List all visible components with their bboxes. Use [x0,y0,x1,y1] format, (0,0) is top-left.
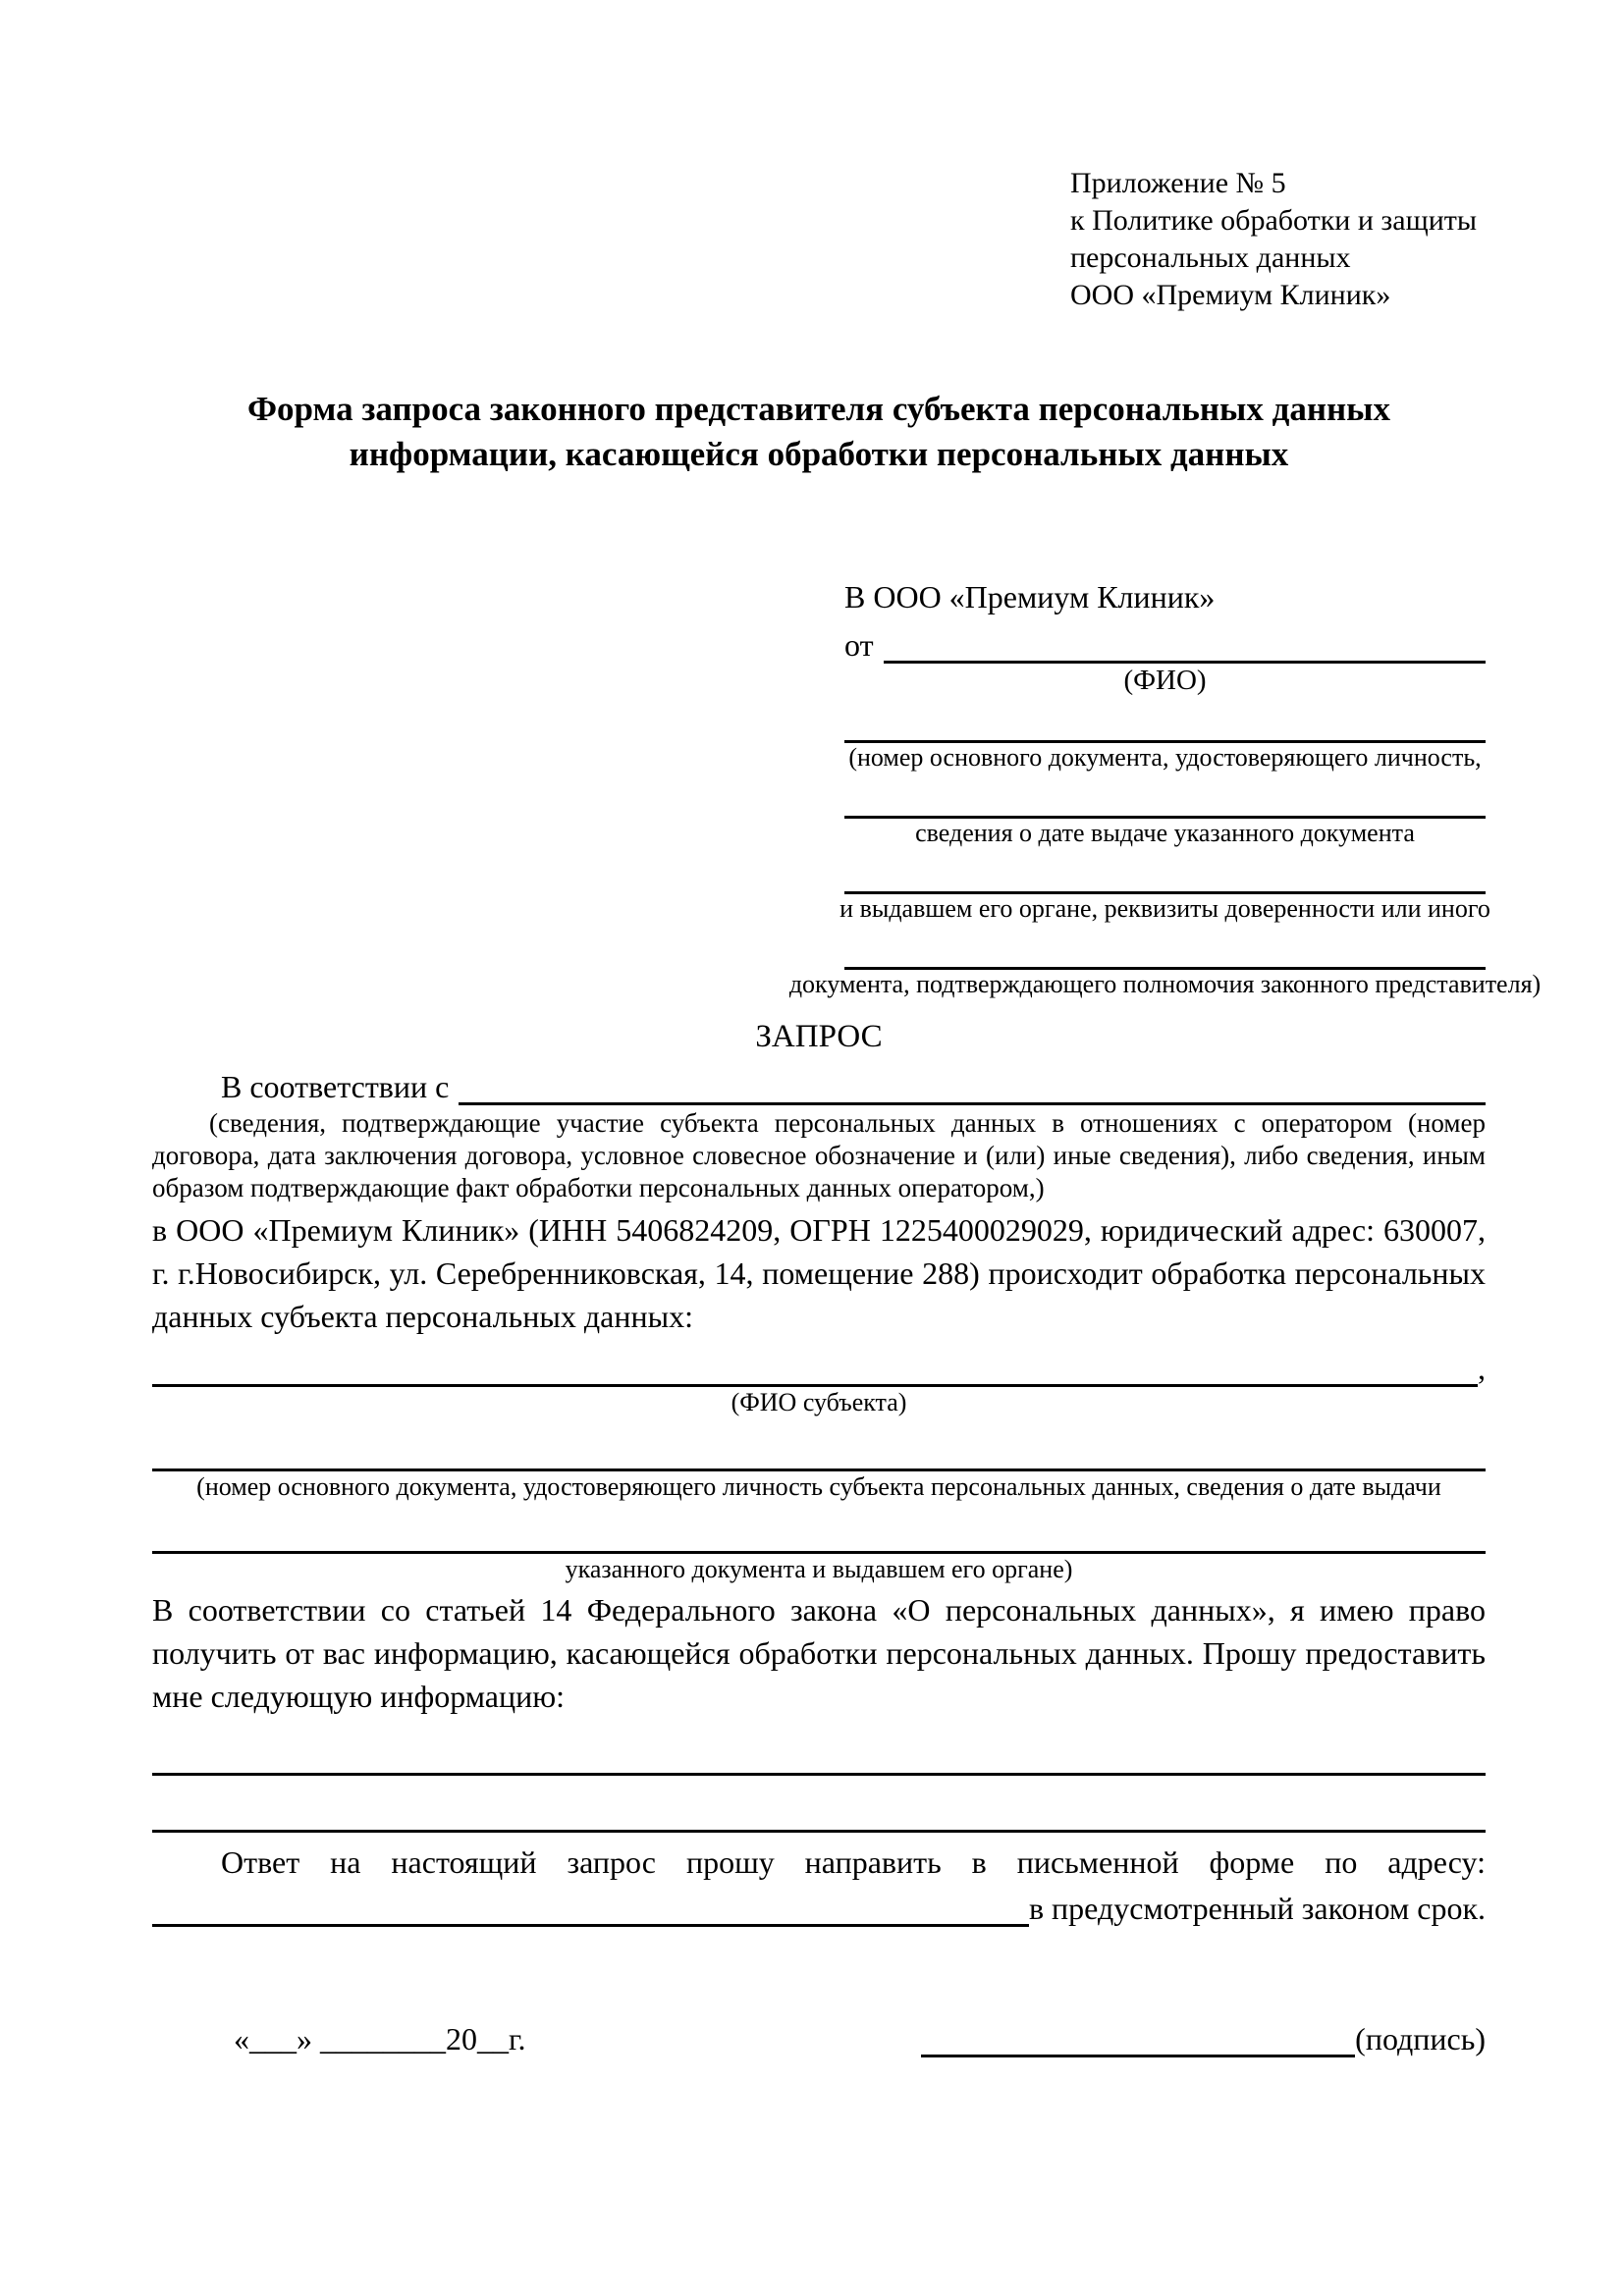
law-paragraph: В соответствии со статьей 14 Федерального закона «О персональных данных», я имею право получить от вас информацию, касающейся обработки персональных данных. Прошу предоставить мне следующую информацию: [152,1592,1486,1714]
fio-caption: (ФИО) [1123,665,1207,696]
representative-doc-field [844,773,1486,848]
annex-note [1070,165,1486,314]
title-line-1: Форма запроса законного представителя субъекта персональных данных [247,390,1390,428]
answer-address-row [152,1884,1486,1927]
representative-doc-caption: сведения о дате выдаче указанного документа [915,819,1415,847]
subject-doc-caption-1: (номер основного документа, удостоверяющего личность субъекта персональных данных, сведения о дате выдачи [196,1472,1441,1501]
answer-tail: в предусмотренный законом срок. [1028,1891,1486,1926]
representative-doc-caption: документа, подтверждающего полномочия законного представителя) [788,970,1542,998]
addressee-block [788,575,1542,999]
request-heading: ЗАПРОС [755,1019,883,1054]
intro-row [152,1058,1486,1105]
representative-doc-blank-line [844,848,1486,894]
address-blank-line [152,1924,1029,1927]
intro-label: В соответствии с [221,1069,450,1104]
operator-paragraph: в ООО «Премиум Клиник» (ИНН 5406824209, ОГРН 1225400029029, юридический адрес: 630007, г. г.Новосибирск, ул. Серебренниковская, 14, помещение 288) происходит обработка персональных данных субъекта персональных данных: [152,1212,1486,1334]
representative-doc-field [839,848,1490,924]
representative-doc-field [788,924,1542,999]
representative-doc-blank-line [844,773,1486,819]
representative-doc-blank-line [844,697,1486,743]
signature-blank-line [921,2055,1355,2057]
info-blank-line-2 [152,1776,1486,1833]
annex-note-line: к Политике обработки и защиты [1070,204,1478,237]
from-label: от [844,627,874,663]
annex-note-line: ООО «Премиум Клиник» [1070,279,1391,311]
trailing-comma: , [1478,1351,1486,1386]
addressee-to: В ООО «Премиум Клиник» [844,579,1216,614]
signature-row [152,2021,1486,2057]
representative-doc-blank-line [844,924,1486,970]
document-title [152,387,1486,477]
representative-doc-caption: (номер основного документа, удостоверяющего личность, [848,743,1482,772]
annex-note-line: персональных данных [1070,241,1351,274]
title-line-2: информации, касающейся обработки персональных данных [349,435,1289,473]
info-blank-line-1 [152,1722,1486,1776]
annex-note-line: Приложение № 5 [1070,167,1286,199]
from-row [844,618,1486,664]
subject-fio-row [152,1344,1486,1387]
signature-sign-group [921,2021,1486,2057]
intro-caption: (сведения, подтверждающие участие субъекта персональных данных в отношениях с оператором (номер договора, дата заключения договора, условное словесное обозначение и (или) иные сведения), либо сведения, иным образом подтверждающие факт обработки персональных данных оператором,) [152,1108,1486,1202]
answer-paragraph: Ответ на настоящий запрос прошу направить в письменной форме по адресу: [221,1844,1486,1880]
subject-doc-blank-line-1 [152,1423,1486,1471]
intro-blank-line [459,1102,1486,1105]
subject-fio-caption: (ФИО субъекта) [731,1388,907,1416]
signature-caption: (подпись) [1355,2021,1486,2056]
representative-doc-caption: и выдавшем его органе, реквизиты доверенности или иного [839,894,1490,923]
representative-doc-field [844,697,1486,773]
subject-doc-blank-line-2 [152,1506,1486,1554]
subject-doc-caption-2: указанного документа и выдавшем его органе) [565,1555,1073,1583]
signature-date-blank: «___» ________20__г. [234,2021,526,2056]
